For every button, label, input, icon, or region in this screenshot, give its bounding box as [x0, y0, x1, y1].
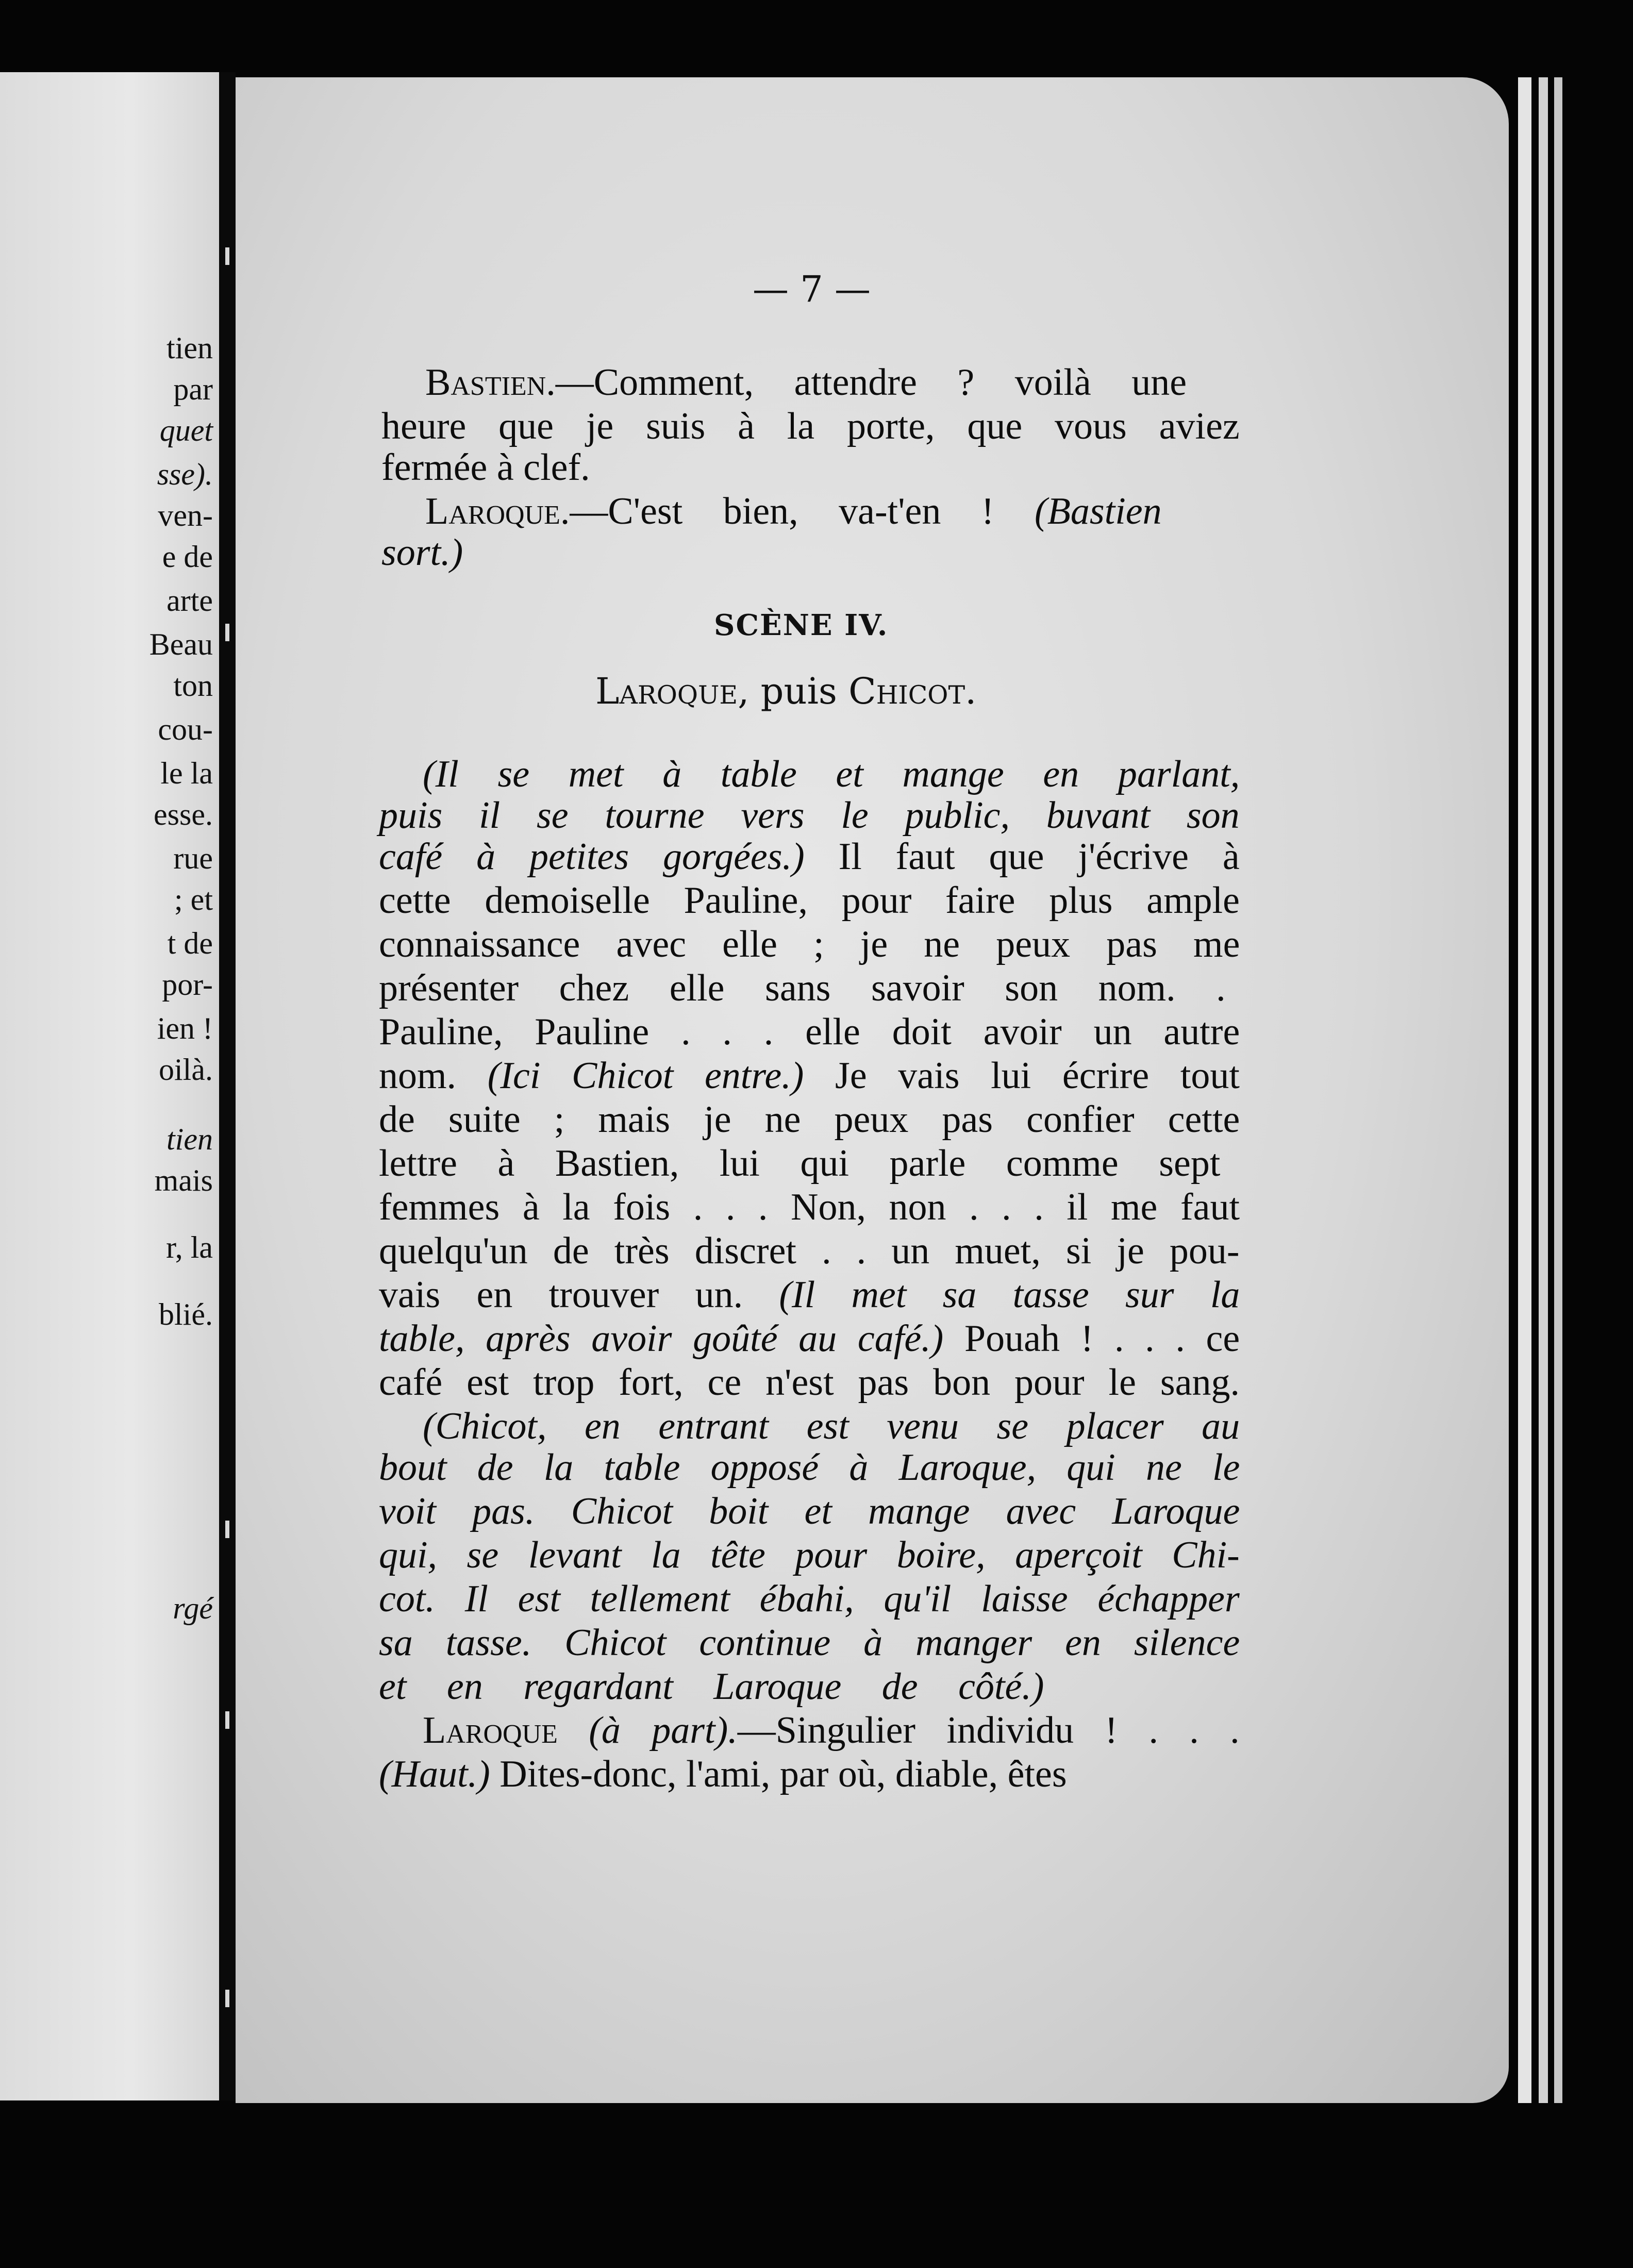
facing-page-fragment: sse). — [157, 457, 213, 491]
dialogue-text: café est trop fort, ce n'est pas bon pour le sang. — [379, 1361, 1240, 1404]
dialogue-text: fermée à clef. — [381, 446, 590, 489]
stage-direction: (Il met sa tasse sur la — [779, 1274, 1240, 1316]
facing-page-fragment: por- — [162, 968, 213, 1002]
page-number: — 7 — — [753, 268, 871, 310]
stage-direction: (Il se met à table et mange en parlant, — [423, 753, 1240, 795]
text-line — [379, 1100, 1240, 1139]
stage-direction: voit pas. Chicot boit et mange avec Laroque — [379, 1490, 1240, 1532]
dialogue-text: —Comment, attendre ? voilà une — [555, 361, 1187, 404]
speaker-name: Laroque. — [425, 490, 570, 532]
text-line — [379, 925, 1240, 963]
stage-direction: (Chicot, en entrant est venu se placer au — [423, 1405, 1240, 1447]
dialogue-text: Il faut que j'écrive à — [804, 836, 1240, 878]
facing-page-fragment: ton — [173, 669, 213, 703]
dialogue-text: de suite ; mais je ne peux pas confier cette — [379, 1098, 1240, 1141]
stage-direction: cot. Il est tellement ébahi, qu'il laisse échapper — [379, 1578, 1240, 1620]
page-edges — [1539, 77, 1548, 2103]
text-line — [379, 1755, 1067, 1793]
dialogue-text: —C'est bien, va-t'en ! — [570, 490, 1035, 532]
text-line — [379, 1667, 1044, 1706]
text-line — [379, 1536, 1240, 1574]
dialogue-text: —Singulier individu ! . . . — [737, 1709, 1240, 1752]
text-line — [381, 448, 590, 487]
facing-page-fragment: ven- — [158, 498, 213, 532]
text-line — [379, 1276, 1240, 1314]
text-line — [379, 1448, 1240, 1487]
facing-page-fragment: cou- — [158, 712, 213, 746]
left-facing-page — [0, 72, 219, 2100]
dialogue-text: présenter chez elle sans savoir son nom. . — [379, 967, 1226, 1009]
facing-page-fragment: t de — [167, 926, 213, 960]
facing-page-fragment: le la — [160, 756, 213, 790]
text-line — [379, 796, 1240, 835]
binding-stitch — [225, 1711, 229, 1729]
text-line — [425, 492, 1162, 530]
facing-page-fragment: ; et — [174, 882, 213, 916]
stage-direction: sort.) — [381, 531, 463, 574]
stage-direction: qui, se levant la tête pour boire, aperçoit Chi- — [379, 1534, 1240, 1576]
text-line — [425, 363, 1187, 402]
text-line — [379, 1188, 1240, 1226]
text-line — [379, 1492, 1240, 1530]
dialogue-text: quelqu'un de très discret . . un muet, si je pou- — [379, 1230, 1240, 1272]
dialogue-text: Pouah ! . . . ce — [943, 1318, 1240, 1360]
text-line — [379, 1232, 1240, 1270]
stage-direction: bout de la table opposé à Laroque, qui ne le — [379, 1446, 1240, 1489]
facing-page-fragment: tien — [166, 331, 213, 365]
text-line — [379, 1142, 1221, 1185]
text-line — [423, 755, 1240, 793]
text-line — [381, 407, 1240, 445]
text-line — [379, 838, 1240, 876]
facing-page-fragment: rue — [173, 841, 213, 875]
dialogue-text: vais en trouver un. — [379, 1274, 779, 1316]
stage-direction: sa tasse. Chicot continue à manger en silence — [379, 1622, 1240, 1664]
text-line — [423, 1407, 1240, 1445]
stage-direction: (Bastien — [1035, 490, 1162, 532]
facing-page-fragment: arte — [166, 583, 213, 618]
facing-page-fragment: par — [173, 372, 213, 406]
text-line — [379, 1624, 1240, 1662]
text-line — [379, 1320, 1240, 1358]
facing-page-fragment: Beau — [149, 627, 213, 661]
dialogue-text: Dites-donc, l'ami, par où, diable, êtes — [490, 1753, 1067, 1795]
text-line — [379, 1363, 1240, 1402]
stage-direction: (à part). — [557, 1709, 738, 1752]
stage-direction: et en regardant Laroque de côté.) — [379, 1665, 1044, 1708]
character-name: Chicot — [848, 670, 965, 712]
speaker-name: Bastien. — [425, 361, 556, 404]
facing-page-fragment: rgé — [173, 1591, 213, 1625]
dialogue-text: nom. — [379, 1055, 488, 1097]
binding-stitch — [225, 624, 229, 641]
book-gutter — [219, 72, 236, 2100]
facing-page-fragment: e de — [162, 540, 213, 574]
text-line — [379, 1013, 1240, 1051]
text-line — [379, 1057, 1240, 1095]
dialogue-text: lettre à Bastien, lui qui parle comme sept — [379, 1142, 1221, 1185]
page-edges — [1518, 77, 1531, 2103]
facing-page-fragment: quet — [159, 413, 213, 447]
stage-direction: (Ici Chicot entre.) — [487, 1055, 804, 1097]
stage-direction: puis il se tourne vers le public, buvant son — [379, 794, 1240, 837]
binding-stitch — [225, 1521, 229, 1538]
text-line — [423, 1709, 1240, 1752]
page-edges — [1554, 77, 1562, 2103]
facing-page-fragment: r, la — [166, 1230, 213, 1264]
facing-page-fragment: mais — [154, 1163, 213, 1197]
binding-stitch — [225, 1990, 229, 2007]
joiner-text: , puis — [738, 670, 849, 712]
text-line — [379, 881, 1240, 920]
punctuation: . — [965, 670, 977, 712]
stage-direction: (Haut.) — [379, 1753, 490, 1795]
scene-heading: SCÈNE IV. — [714, 608, 889, 642]
facing-page-fragment: oilà. — [159, 1053, 213, 1087]
facing-page-fragment: ien ! — [157, 1011, 213, 1045]
stage-direction: table, après avoir goûté au café.) — [379, 1318, 944, 1360]
characters-heading — [595, 670, 976, 712]
dialogue-text: Je vais lui écrire tout — [804, 1055, 1240, 1097]
dialogue-text: cette demoiselle Pauline, pour faire plus ample — [379, 879, 1240, 922]
dialogue-text: Pauline, Pauline . . . elle doit avoir un autre — [379, 1011, 1240, 1053]
text-line — [379, 969, 1226, 1007]
stage-direction: café à petites gorgées.) — [379, 836, 805, 878]
dialogue-text: connaissance avec elle ; je ne peux pas me — [379, 923, 1240, 965]
facing-page-fragment: esse. — [154, 797, 213, 831]
dialogue-text: femmes à la fois . . . Non, non . . . il me faut — [379, 1186, 1240, 1228]
text-line — [381, 533, 463, 572]
character-name: Laroque — [595, 670, 738, 712]
text-line — [379, 1580, 1240, 1618]
speaker-name: Laroque — [423, 1709, 558, 1752]
facing-page-fragment: tien — [166, 1122, 213, 1156]
binding-stitch — [225, 247, 229, 265]
dialogue-text: heure que je suis à la porte, que vous aviez — [381, 405, 1240, 447]
facing-page-fragment: blié. — [159, 1297, 213, 1331]
